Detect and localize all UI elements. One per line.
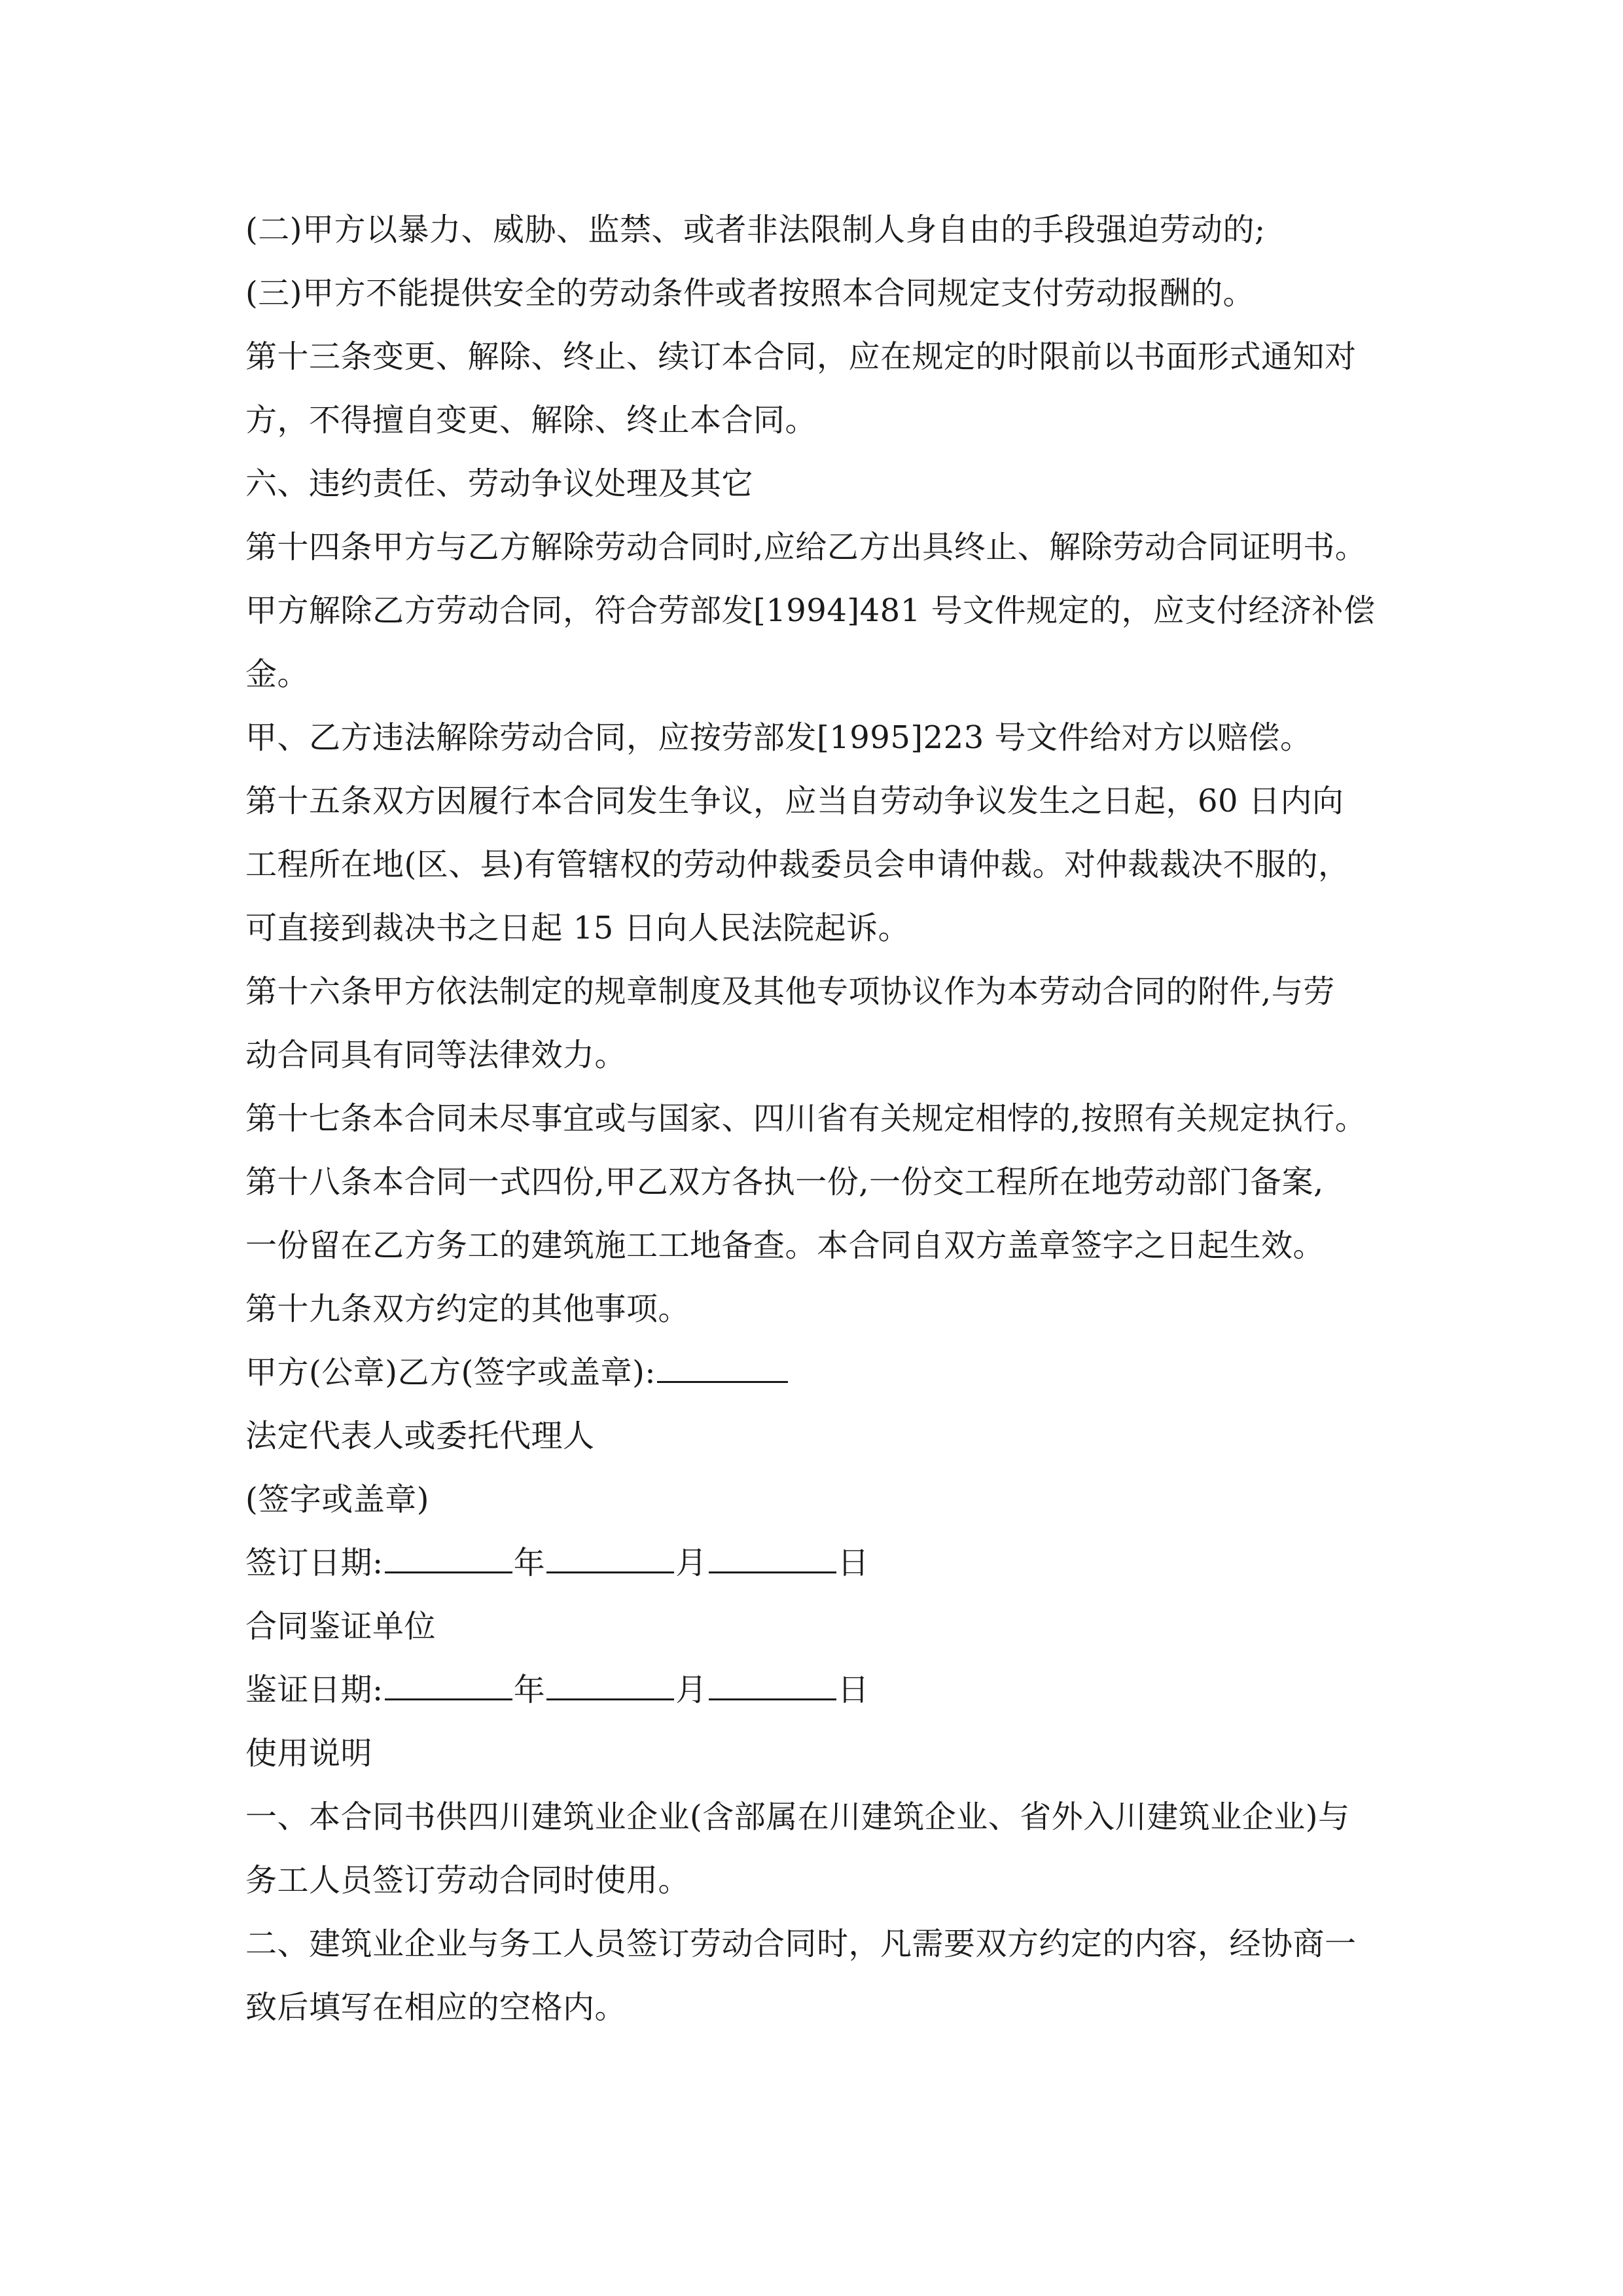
clause-line: 第十三条变更、解除、终止、续订本合同，应在规定的时限前以书面形式通知对 [245, 338, 1357, 375]
clause-line: 第十九条双方约定的其他事项。 [245, 1291, 690, 1327]
sign-day-blank[interactable] [709, 1545, 836, 1573]
clause-line: (三)甲方不能提供安全的劳动条件或者按照本合同规定支付劳动报酬的。 [245, 275, 1255, 312]
instruction-line: 务工人员签订劳动合同时使用。 [245, 1862, 690, 1899]
instruction-line: 一、本合同书供四川建筑业企业(含部属在川建筑企业、省外入川建筑业企业)与 [245, 1799, 1350, 1835]
clause-line: 第十七条本合同未尽事宜或与国家、四川省有关规定相悖的,按照有关规定执行。 [245, 1100, 1367, 1137]
instructions-title: 使用说明 [245, 1735, 373, 1772]
instruction-line: 二、建筑业企业与务工人员签订劳动合同时，凡需要双方约定的内容，经协商一 [245, 1926, 1357, 1962]
clause-line: 第十八条本合同一式四份,甲乙双方各执一份,一份交工程所在地劳动部门备案, [245, 1164, 1324, 1200]
clause-line: 一份留在乙方务工的建筑施工工地备查。本合同自双方盖章签字之日起生效。 [245, 1227, 1325, 1264]
clause-line: (二)甲方以暴力、威胁、监禁、或者非法限制人身自由的手段强迫劳动的; [245, 211, 1266, 248]
day-label: 日 [837, 1672, 870, 1708]
signature-party-line [245, 1341, 1397, 1405]
sign-year-blank[interactable] [385, 1545, 512, 1573]
year-label: 年 [513, 1672, 546, 1708]
signature-blank[interactable] [657, 1355, 788, 1383]
month-label: 月 [675, 1672, 707, 1708]
clause-line: 甲方解除乙方劳动合同，符合劳部发[1994]481 号文件规定的，应支付经济补偿 [245, 592, 1376, 629]
clause-line: 动合同具有同等法律效力。 [245, 1037, 627, 1073]
document-body [245, 198, 1397, 2039]
year-label: 年 [513, 1545, 546, 1581]
verify-unit-label: 合同鉴证单位 [245, 1608, 437, 1645]
clause-line: 甲、乙方违法解除劳动合同，应按劳部发[1995]223 号文件给对方以赔偿。 [245, 719, 1312, 756]
instruction-line: 致后填写在相应的空格内。 [245, 1989, 627, 2026]
clause-line: 方，不得擅自变更、解除、终止本合同。 [245, 402, 817, 439]
sign-date-line [245, 1532, 1397, 1595]
day-label: 日 [837, 1545, 870, 1581]
verify-day-blank[interactable] [709, 1672, 836, 1700]
sign-month-blank[interactable] [546, 1545, 674, 1573]
month-label: 月 [675, 1545, 707, 1581]
verify-month-blank[interactable] [546, 1672, 674, 1700]
clause-line: 金。 [245, 656, 310, 692]
clause-line: 第十六条甲方依法制定的规章制度及其他专项协议作为本劳动合同的附件,与劳 [245, 973, 1335, 1010]
sign-or-seal-label: (签字或盖章) [245, 1481, 429, 1518]
sign-date-label: 签订日期: [245, 1545, 383, 1581]
verify-date-label: 鉴证日期: [245, 1672, 383, 1708]
clause-line: 工程所在地(区、县)有管辖权的劳动仲裁委员会申请仲裁。对仲裁裁决不服的， [245, 846, 1350, 883]
clause-line: 第十五条双方因履行本合同发生争议，应当自劳动争议发生之日起，60 日内向 [245, 783, 1344, 819]
verify-date-line [245, 1659, 1397, 1722]
clause-line: 第十四条甲方与乙方解除劳动合同时,应给乙方出具终止、解除劳动合同证明书。 [245, 529, 1367, 565]
clause-line: 可直接到裁决书之日起 15 日向人民法院起诉。 [245, 910, 910, 946]
section-heading: 六、违约责任、劳动争议处理及其它 [245, 465, 754, 502]
signature-party-label: 甲方(公章)乙方(签字或盖章): [245, 1354, 656, 1391]
verify-year-blank[interactable] [385, 1672, 512, 1700]
representative-label: 法定代表人或委托代理人 [245, 1418, 595, 1454]
